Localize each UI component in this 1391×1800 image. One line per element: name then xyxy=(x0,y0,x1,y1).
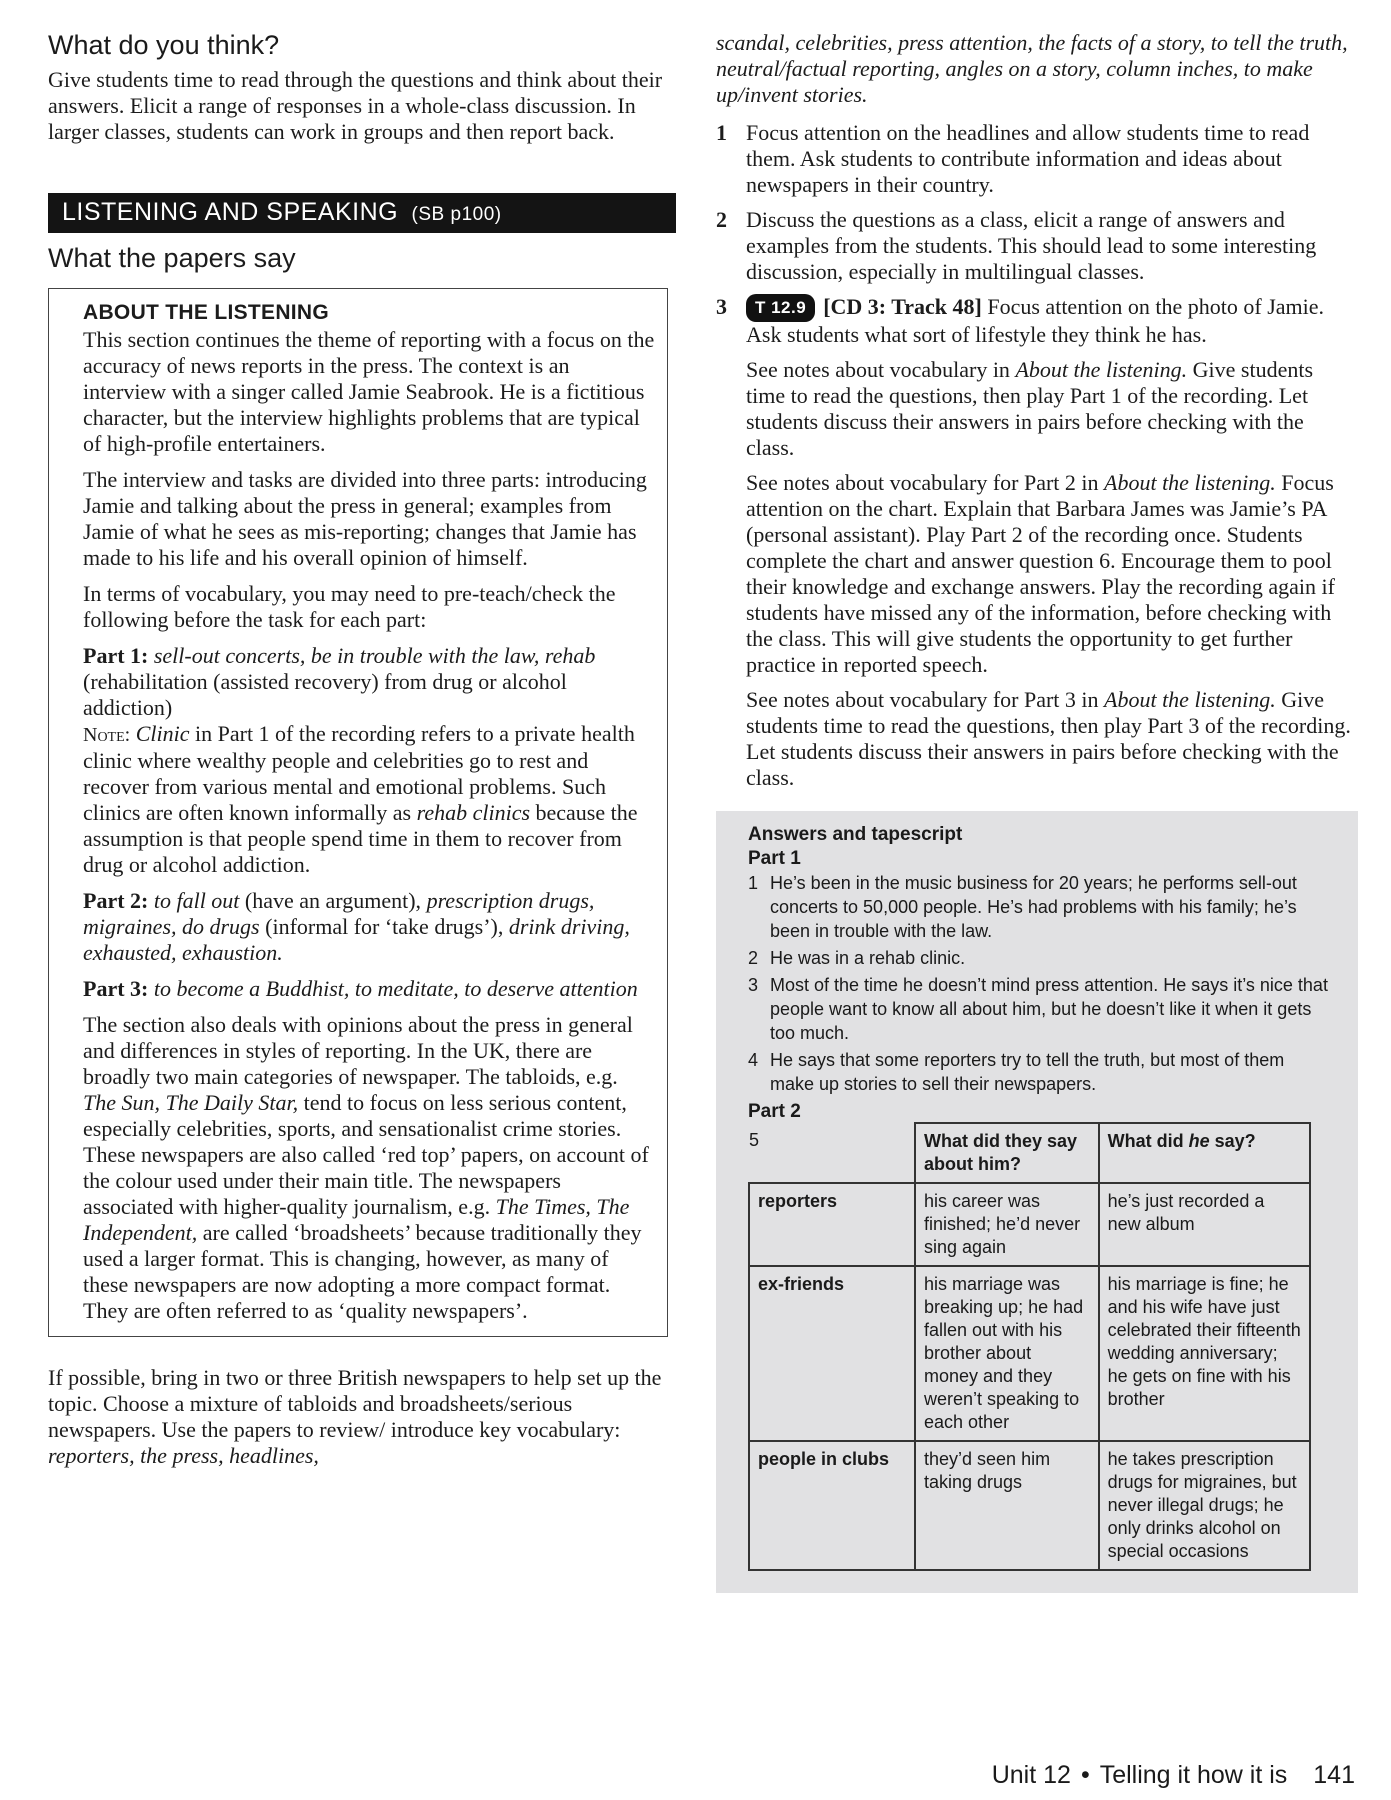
section-band xyxy=(48,193,676,233)
footer-unit: Unit 12 xyxy=(991,1761,1071,1789)
step-3: 3 T 12.9 [CD 3: Track 48] Focus attention on the photo of Jamie. Ask students what sort of lifestyle they think he has. xyxy=(716,294,1325,347)
answers-box xyxy=(716,811,1358,1593)
section-subtitle: What the papers say xyxy=(48,243,296,273)
about-part3: Part 3: to become a Buddhist, to meditate, to deserve attention xyxy=(83,976,638,1001)
cell-they-said: his marriage was breaking up; he had fallen out with his brother about money and they weren’t speaking to each other xyxy=(915,1266,1099,1441)
question-number: 5 xyxy=(749,1123,915,1183)
left-column xyxy=(48,30,668,1469)
column-header-he: What did he say? xyxy=(1099,1123,1310,1183)
table-row xyxy=(749,1441,1310,1570)
answers-part1-label: Part 1 xyxy=(748,848,801,869)
think-text: Give students time to read through the questions and think about their answers. Elicit a range of responses in a whole-class discussion. In larger classes, students can work in groups and then report back. xyxy=(48,67,663,144)
right-column xyxy=(716,30,1356,1593)
step-3-para-b: See notes about vocabulary for Part 2 in About the listening. Focus attention on the chart. Explain that Barbara James was Jamie’s PA (personal assistant). Play Part 2 of the recording once. Students complete the chart and answer question 6. Encourage them to pool their knowledge and exchange answers. Play the recording again if students have missed any of the information, before checking with the class. This will give students the opportunity to get further practice in reported speech. xyxy=(746,470,1335,677)
step-2: 2 Discuss the questions as a class, elicit a range of answers and examples from the students. This should lead to some interesting discussion, especially in multilingual classes. xyxy=(716,207,1317,284)
answer-item: 4 He says that some reporters try to tell the truth, but most of them make up stories to sell their newspapers. xyxy=(748,1050,1285,1094)
answers-chart xyxy=(748,1122,1311,1571)
cell-he-said: he takes prescription drugs for migraines, but never illegal drugs; he only drinks alcohol on special occasions xyxy=(1099,1441,1310,1570)
band-ref: (SB p100) xyxy=(411,204,502,225)
step-3-para-c: See notes about vocabulary for Part 3 in About the listening. Give students time to read the questions, then play Part 3 of the recording. Let students discuss their answers in pairs before checking with the class. xyxy=(746,687,1351,790)
step-3-para-a: See notes about vocabulary in About the listening. Give students time to read the questions, then play Part 1 of the recording. Let students discuss their answers in pairs before checking with the class. xyxy=(746,357,1314,460)
cell-they-said: his career was finished; he’d never sing again xyxy=(915,1183,1099,1266)
about-part2: Part 2: to fall out (have an argument), prescription drugs, migraines, do drugs (informal for ‘take drugs’), drink driving, exhausted, exhaustion. xyxy=(83,888,630,965)
track-badge: T 12.9 xyxy=(746,294,815,322)
about-listening-box xyxy=(48,288,668,1337)
table-row xyxy=(749,1183,1310,1266)
column-header-they: What did they say about him? xyxy=(915,1123,1099,1183)
table-row xyxy=(749,1266,1310,1441)
vocab-continued: scandal, celebrities, press attention, the facts of a story, to tell the truth, neutral/factual reporting, angles on a story, column inches, to make up/invent stories. xyxy=(716,30,1348,107)
answers-part2-label: Part 2 xyxy=(748,1101,801,1122)
about-p3: In terms of vocabulary, you may need to pre-teach/check the following before the task for each part: xyxy=(83,581,616,632)
answer-item: 1 He’s been in the music business for 20 years; he performs sell-out concerts to 50,000 people. He’s had problems with his family; he’s been in trouble with the law. xyxy=(748,873,1297,941)
answer-item: 3 Most of the time he doesn’t mind press attention. He says it’s nice that people want to know all about him, but he doesn’t like it when it gets too much. xyxy=(748,975,1328,1043)
answers-heading: Answers and tapescript xyxy=(748,824,963,845)
row-header: people in clubs xyxy=(749,1441,915,1570)
bullet-icon: • xyxy=(1080,1761,1090,1789)
page-footer xyxy=(992,1761,1355,1790)
about-part1: Part 1: sell-out concerts, be in trouble with the law, rehab (rehabilitation (assisted recovery) from drug or alcohol addiction) xyxy=(83,643,596,720)
answer-item: 2 He was in a rehab clinic. xyxy=(748,948,966,968)
row-header: ex-friends xyxy=(749,1266,915,1441)
chart-header-row xyxy=(749,1123,1310,1183)
cell-they-said: they’d seen him taking drugs xyxy=(915,1441,1099,1570)
step-1: 1 Focus attention on the headlines and allow students time to read them. Ask students to contribute information and ideas about newspapers in their country. xyxy=(716,120,1310,197)
think-heading: What do you think? xyxy=(48,30,280,60)
footer-title: Telling it how it is xyxy=(1099,1761,1288,1789)
about-note: Note: Clinic in Part 1 of the recording refers to a private health clinic where wealthy people and celebrities go to rest and recover from various mental and emotional problems. Such clinics are often known informally as rehab clinics because the assumption is that people spend time in them to recover from drug or alcohol addiction. xyxy=(83,721,638,877)
page-number: 141 xyxy=(1313,1761,1355,1789)
band-title: LISTENING AND SPEAKING xyxy=(62,198,399,226)
about-p5: The section also deals with opinions about the press in general and differences in styles of reporting. In the UK, there are broadly two main categories of newspaper. The tabloids, e.g. The Sun, The Daily Star, tend to focus on less serious content, especially celebrities, sports, and sensationalist crime stories. These newspapers are also called ‘red top’ papers, on account of the colour used under their main title. The newspapers associated with higher-quality journalism, e.g. The Times, The Independent, are called ‘broadsheets’ because traditionally they used a larger format. This is changing, however, as many of these newspapers are now adopting a more compact format. They are often referred to as ‘quality newspapers’. xyxy=(83,1012,649,1323)
about-p1: This section continues the theme of reporting with a focus on the accuracy of news reports in the press. The context is an interview with a singer called Jamie Seabrook. He is a fictitious character, but the interview highlights problems that are typical of high-profile entertainers. xyxy=(83,327,655,456)
about-heading: ABOUT THE LISTENING xyxy=(83,301,330,324)
bottom-paragraph: If possible, bring in two or three British newspapers to help set up the topic. Choose a mixture of tabloids and broadsheets/serious newspapers. Use the papers to review/ introduce key vocabulary: reporters, the press, headlines, xyxy=(48,1365,662,1468)
about-p2: The interview and tasks are divided into three parts: introducing Jamie and talking about the press in general; examples from Jamie of what he sees as mis-reporting; changes that Jamie has made to his life and his overall opinion of himself. xyxy=(83,467,647,570)
row-header: reporters xyxy=(749,1183,915,1266)
cell-he-said: he’s just recorded a new album xyxy=(1099,1183,1310,1266)
cell-he-said: his marriage is fine; he and his wife have just celebrated their fifteenth wedding anniversary; he gets on fine with his brother xyxy=(1099,1266,1310,1441)
